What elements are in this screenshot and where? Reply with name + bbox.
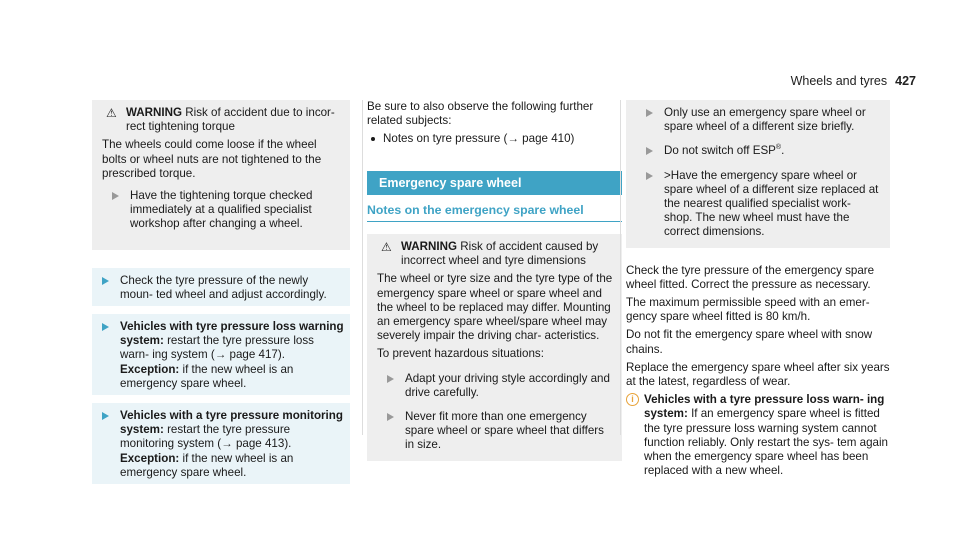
chapter-title: Wheels and tyres xyxy=(790,74,888,88)
arrow-bullet-icon xyxy=(646,147,653,155)
column-1 xyxy=(92,100,350,492)
warning-label: WARNING xyxy=(126,106,183,119)
warning-title: Risk of accident due to incor- rect tightening torque xyxy=(126,106,335,134)
warning-prevent: To prevent hazardous situations: xyxy=(377,347,544,361)
column-3 xyxy=(626,100,890,478)
warning-step: Have the tightening torque checked immediately at a qualified specialist workshop after changing a wheel. xyxy=(102,189,342,232)
arrow-bullet-icon xyxy=(102,277,109,285)
section-title: Emergency spare wheel xyxy=(367,171,622,195)
column-divider xyxy=(362,100,363,435)
warning-box-continued xyxy=(626,100,890,248)
warning-triangle-icon: ⚠ xyxy=(106,106,117,120)
warning-step: Adapt your driving style accordingly and drive carefully. xyxy=(377,372,614,400)
paragraph: Do not fit the emergency spare wheel with snow chains. xyxy=(626,328,873,356)
warning-box-torque xyxy=(92,100,350,250)
bullet-dot-icon xyxy=(371,137,375,141)
column-2 xyxy=(367,100,622,473)
page-header xyxy=(791,74,916,88)
note-loss-warning: i Vehicles with a tyre pressure loss warn- ing system: If an emergency spare wheel is fitted the tyre pressure loss warning system cannot function reliably. Only restart the sys- tem again when the emergency spare wheel has been replaced with a new wheel. xyxy=(626,393,890,478)
paragraph: Check the tyre pressure of the emergency spare wheel fitted. Correct the pressure as necessary. xyxy=(626,263,875,291)
warning-step: >Have the emergency spare wheel or spare wheel of a different size replaced at the nearest qualified specialist work- shop. The new wheel must have the correct dimensions. xyxy=(636,169,882,240)
warning-step: Never fit more than one emergency spare wheel or spare wheel that differs in size. xyxy=(377,410,614,453)
paragraph: Replace the emergency spare wheel after six years at the latest, regardless of wear. xyxy=(626,360,890,389)
info-icon: i xyxy=(626,393,639,406)
related-item: Notes on tyre pressure (→ page 410) xyxy=(367,132,622,146)
warning-step: Do not switch off ESP®. xyxy=(636,144,882,158)
subsection-title: Notes on the emergency spare wheel xyxy=(367,201,622,222)
warning-triangle-icon: ⚠ xyxy=(381,240,392,255)
paragraph: The maximum permissible speed with an emer- gency spare wheel fitted is 80 km/h. xyxy=(626,296,870,324)
step-check-pressure: Check the tyre pressure of the newly moun- ted wheel and adjust accordingly. xyxy=(92,268,350,306)
arrow-bullet-icon xyxy=(646,109,653,117)
arrow-bullet-icon xyxy=(102,323,109,331)
warning-box-dimensions xyxy=(367,234,622,461)
page-number: 427 xyxy=(895,74,916,88)
arrow-bullet-icon xyxy=(387,413,394,421)
warning-title: Risk of accident caused by incorrect wheel and tyre dimensions xyxy=(401,240,599,268)
step-loss-warning: Vehicles with tyre pressure loss warning system: restart the tyre pressure loss warn- ing system (→ page 417). Exception: if the new wheel is an emergency spare wheel. xyxy=(92,314,350,395)
arrow-bullet-icon xyxy=(646,172,653,180)
warning-body: The wheel or tyre size and the tyre type of the emergency spare wheel or spare wheel and the wheel to be replaced may differ. Mounting an emergency spare wheel/spare wheel may severely impair the driving char- acteristics. xyxy=(377,272,613,343)
warning-label: WARNING xyxy=(401,240,458,254)
arrow-bullet-icon xyxy=(102,412,109,420)
warning-step: Only use an emergency spare wheel or spare wheel of a different size briefly. xyxy=(636,106,882,134)
related-intro: Be sure to also observe the following further related subjects: xyxy=(367,100,594,128)
step-pressure-monitoring: Vehicles with a tyre pressure monitoring system: restart the tyre pressure monitoring system (→ page 413). Exception: if the new wheel is an emergency spare wheel. xyxy=(92,403,350,484)
arrow-bullet-icon xyxy=(112,192,119,200)
warning-body: The wheels could come loose if the wheel bolts or wheel nuts are not tightened to the prescribed torque. xyxy=(102,138,322,180)
column-divider xyxy=(620,100,621,435)
arrow-bullet-icon xyxy=(387,375,394,383)
